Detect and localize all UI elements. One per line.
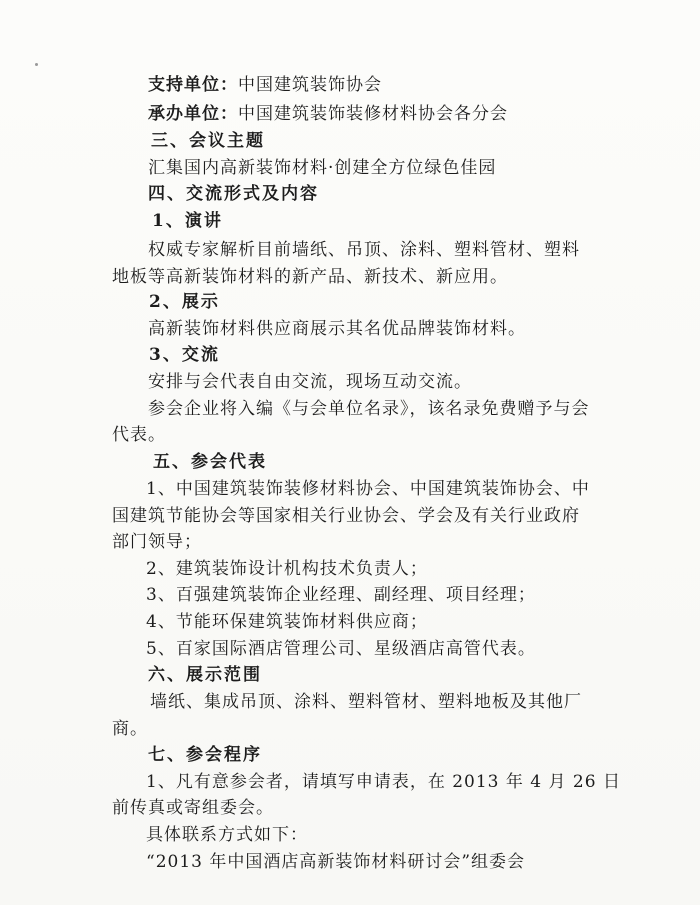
section6-text-1: 墙纸、集成吊顶、涂料、塑料管材、塑料地板及其他厂 bbox=[150, 692, 582, 712]
section7-committee: “2013 年中国酒店高新装饰材料研讨会”组委会 bbox=[146, 852, 526, 872]
section5-item1-line3: 部门领导； bbox=[112, 532, 202, 552]
section3-text: 汇集国内高新装饰材料·创建全方位绿色佳园 bbox=[148, 158, 497, 178]
support-unit-line bbox=[148, 74, 382, 96]
organizer-unit-line bbox=[148, 103, 508, 125]
scan-speck bbox=[35, 63, 38, 66]
section4-item2-text: 高新装饰材料供应商展示其名优品牌装饰材料。 bbox=[148, 319, 526, 339]
section6-heading: 六、展示范围 bbox=[148, 665, 262, 685]
section5-item3: 3、百强建筑装饰企业经理、副经理、项目经理； bbox=[146, 585, 536, 605]
section4-item3-text: 安排与会代表自由交流，现场互动交流。 bbox=[148, 372, 472, 392]
support-unit-value: 中国建筑装饰协会 bbox=[238, 75, 382, 95]
section4-item3-heading: 3、交流 bbox=[149, 345, 220, 365]
section4-note-1: 参会企业将入编《与会单位名录》，该名录免费赠予与会 bbox=[148, 399, 590, 419]
section3-heading: 三、会议主题 bbox=[151, 131, 265, 151]
section6-text-2: 商。 bbox=[112, 719, 148, 739]
section5-item5: 5、百家国际酒店管理公司、星级酒店高管代表。 bbox=[146, 639, 536, 659]
organizer-unit-value: 中国建筑装饰装修材料协会各分会 bbox=[238, 104, 508, 124]
section5-heading: 五、参会代表 bbox=[153, 452, 267, 472]
section7-contact-intro: 具体联系方式如下： bbox=[146, 825, 308, 845]
support-unit-label: 支持单位： bbox=[148, 75, 238, 95]
section5-item4: 4、节能环保建筑装饰材料供应商； bbox=[146, 612, 428, 632]
section4-item1-heading: 1、演讲 bbox=[152, 211, 223, 231]
section5-item2: 2、建筑装饰设计机构技术负责人； bbox=[146, 559, 428, 579]
organizer-unit-label: 承办单位： bbox=[148, 104, 238, 124]
section4-note-2: 代表。 bbox=[112, 425, 166, 445]
section7-item1-line2: 前传真或寄组委会。 bbox=[112, 798, 274, 818]
section4-item2-heading: 2、展示 bbox=[149, 292, 220, 312]
section5-item1-line2: 国建筑节能协会等国家相关行业协会、学会及有关行业政府 bbox=[112, 506, 580, 526]
section4-item1-text-1: 权威专家解析目前墙纸、吊顶、涂料、塑料管材、塑料 bbox=[148, 240, 580, 260]
section4-heading: 四、交流形式及内容 bbox=[148, 184, 319, 204]
section4-item1-text-2: 地板等高新装饰材料的新产品、新技术、新应用。 bbox=[112, 267, 508, 287]
section7-item1-line1: 1、凡有意参会者，请填写申请表，在 2013 年 4 月 26 日 bbox=[146, 772, 621, 792]
section7-heading: 七、参会程序 bbox=[148, 745, 262, 765]
section5-item1-line1: 1、中国建筑装饰装修材料协会、中国建筑装饰协会、中 bbox=[146, 479, 590, 499]
